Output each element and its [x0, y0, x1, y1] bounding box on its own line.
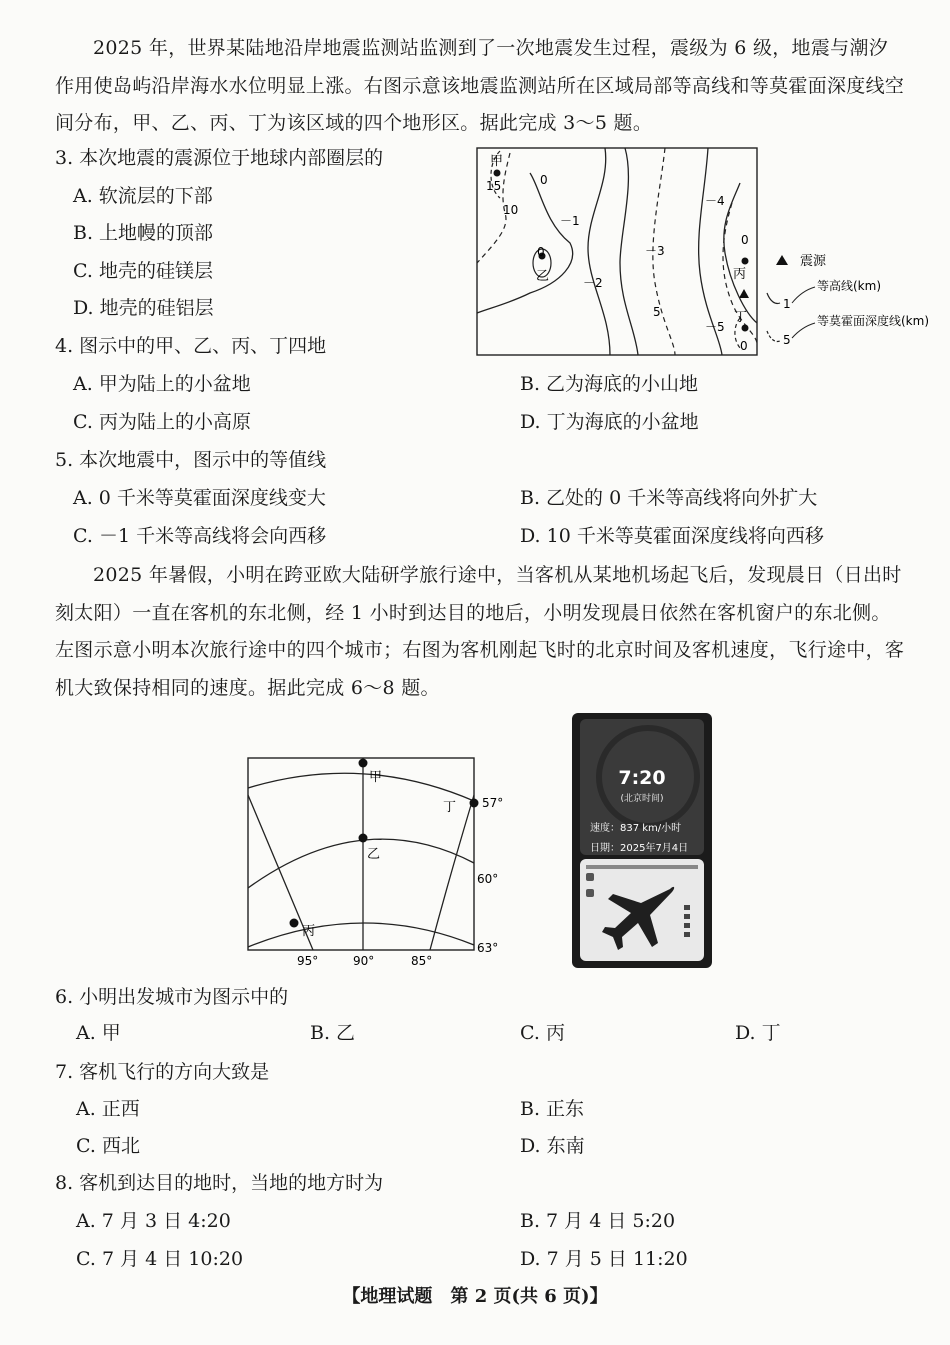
phone-bottom-panel	[580, 859, 704, 961]
q6-option-a: A. 甲	[76, 1022, 121, 1044]
passage-2: 2025 年暑假，小明在跨亚欧大陆研学旅行途中，当客机从某地机场起飞后，发现晨日（日出时刻太阳）一直在客机的东北侧，经 1 小时到达目的地后，小明发现晨日依然在客机窗户的东北侧。左图示意小明本次旅行途中的四个城市；右图为客机刚起飞时的北京时间及客机速度，飞行途中，客机大致保持相同的速度。据此完成 6～8 题。	[55, 564, 905, 699]
contour-label: －1	[560, 214, 580, 228]
city-ding: 丁	[443, 800, 457, 815]
q8-option-d: D. 7 月 5 日 11:20	[520, 1248, 688, 1270]
q4-option-a: A. 甲为陆上的小盆地	[73, 373, 251, 395]
page-footer: 【地理试题 第 2 页(共 6 页)】	[342, 1286, 608, 1307]
q3-option-a: A. 软流层的下部	[73, 185, 213, 207]
epicenter-triangle-icon	[739, 289, 749, 298]
map1-label-yi: 乙	[536, 269, 550, 284]
q5-option-c: C. －1 千米等高线将会向西移	[73, 525, 327, 547]
q3-option-d: D. 地壳的硅铝层	[73, 297, 214, 319]
q5-option-b: B. 乙处的 0 千米等高线将向外扩大	[520, 487, 818, 509]
contour-label: －2	[583, 276, 603, 290]
legend-contour-sample: 1	[783, 297, 791, 311]
contour-label: －5	[705, 320, 725, 334]
legend-moho-sample: 5	[783, 333, 791, 347]
q3-option-b: B. 上地幔的顶部	[73, 222, 214, 244]
city-bing: 丙	[302, 924, 316, 939]
lon-label: 85°	[411, 954, 433, 968]
lon-label: 95°	[297, 954, 319, 968]
contour-label: －4	[705, 194, 725, 208]
q8-option-c: C. 7 月 4 日 10:20	[76, 1248, 244, 1270]
q5-option-d: D. 10 千米等莫霍面深度线将向西移	[520, 525, 824, 547]
contour-label: 0	[537, 245, 545, 259]
lat-label: 60°	[477, 872, 499, 886]
q6-option-d: D. 丁	[735, 1022, 781, 1044]
lat-label: 57°	[482, 796, 504, 810]
legend-epicenter: 震源	[800, 254, 827, 269]
q8-option-a: A. 7 月 3 日 4:20	[76, 1210, 231, 1232]
q4-option-b: B. 乙为海底的小山地	[520, 373, 699, 395]
contour-label: 0	[741, 233, 749, 247]
question-8-stem: 8. 客机到达目的地时，当地的地方时为	[55, 1172, 384, 1194]
phone-time: 7:20	[618, 767, 666, 789]
question-6-stem: 6. 小明出发城市为图示中的	[55, 986, 289, 1008]
legend-moho: 等莫霍面深度线(km)	[817, 314, 930, 328]
question-5-stem: 5. 本次地震中，图示中的等值线	[55, 449, 327, 471]
question-7-stem: 7. 客机飞行的方向大致是	[55, 1061, 270, 1083]
map1-label-ding: 丁	[734, 310, 748, 325]
q8-option-b: B. 7 月 4 日 5:20	[520, 1210, 676, 1232]
q4-option-d: D. 丁为海底的小盆地	[520, 411, 699, 433]
q7-option-c: C. 西北	[76, 1135, 140, 1157]
q7-option-a: A. 正西	[76, 1098, 140, 1120]
question-3-stem: 3. 本次地震的震源位于地球内部圈层的	[55, 147, 384, 169]
q4-option-c: C. 丙为陆上的小高原	[73, 411, 251, 433]
phone-speed: 速度：837 km/小时	[590, 823, 682, 834]
q3-option-c: C. 地壳的硅镁层	[73, 260, 213, 282]
legend-epicenter-icon	[776, 255, 788, 265]
contour-moho-map	[470, 143, 930, 358]
passage-1: 2025 年，世界某陆地沿岸地震监测站监测到了一次地震发生过程，震级为 6 级，地震与潮汐作用使岛屿沿岸海水水位明显上涨。右图示意该地震监测站所在区域局部等高线和等莫霍面深度线空间分布，甲、乙、丙、丁为该区域的四个地形区。据此完成 3～5 题。	[55, 37, 905, 134]
contour-label: 0	[540, 173, 548, 187]
lon-label: 90°	[353, 954, 375, 968]
q5-option-a: A. 0 千米等莫霍面深度线变大	[73, 487, 326, 509]
city-yi: 乙	[367, 847, 381, 862]
contour-label: 0	[740, 339, 748, 353]
lat-label: 63°	[477, 941, 499, 955]
phone-time-note: (北京时间)	[620, 794, 664, 804]
q6-option-c: C. 丙	[520, 1022, 565, 1044]
contour-label: －3	[645, 244, 665, 258]
question-4-stem: 4. 图示中的甲、乙、丙、丁四地	[55, 335, 327, 357]
phone-top-panel	[580, 719, 704, 855]
q6-option-b: B. 乙	[310, 1022, 356, 1044]
contour-label: 5	[653, 305, 661, 319]
contour-label: 10	[503, 203, 519, 217]
contour-label: 15	[486, 179, 502, 193]
airplane-icon	[598, 881, 678, 953]
graticule-map	[245, 755, 510, 970]
map1-label-bing: 丙	[733, 267, 747, 282]
map1-label-jia: 甲	[490, 154, 504, 169]
city-jia: 甲	[369, 770, 383, 785]
q7-option-b: B. 正东	[520, 1098, 585, 1120]
legend-contour: 等高线(km)	[817, 279, 882, 293]
phone-date: 日期：2025年7月4日	[590, 843, 689, 854]
phone-screenshot	[572, 713, 712, 968]
q7-option-d: D. 东南	[520, 1135, 585, 1157]
